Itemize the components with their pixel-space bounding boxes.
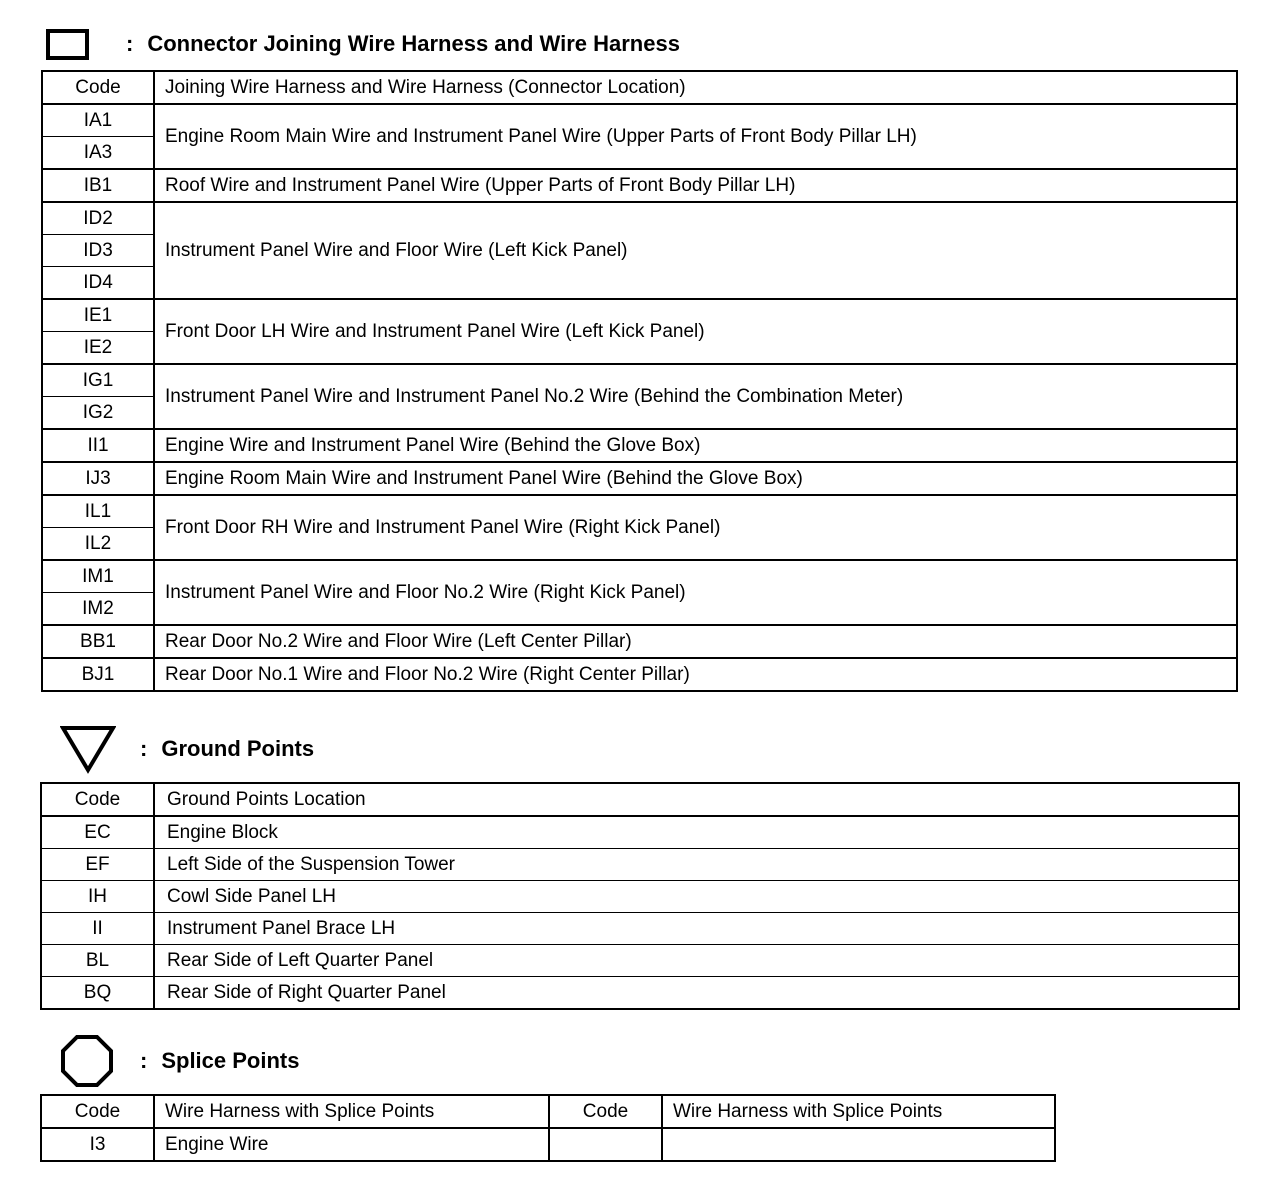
table-header-row: [42, 71, 1237, 104]
connector-description: Engine Wire and Instrument Panel Wire (Behind the Glove Box): [154, 429, 1237, 462]
ground-location: Rear Side of Left Quarter Panel: [154, 945, 1239, 977]
connector-code: II1: [42, 429, 154, 462]
header-code: Code: [41, 783, 154, 816]
splice-wire-harness: Engine Wire: [154, 1128, 549, 1161]
splice-section-header: [60, 1034, 299, 1088]
table-row: [42, 495, 1237, 528]
ground-section-title: Ground Points: [161, 736, 315, 761]
connector-description: Engine Room Main Wire and Instrument Panel Wire (Behind the Glove Box): [154, 462, 1237, 495]
octagon-icon: [60, 1034, 114, 1088]
ground-location: Left Side of the Suspension Tower: [154, 849, 1239, 881]
triangle-icon: [60, 724, 116, 774]
header-code-2: Code: [549, 1095, 662, 1128]
connector-description: Front Door LH Wire and Instrument Panel Wire (Left Kick Panel): [154, 299, 1237, 364]
splice-wire-harness: [662, 1128, 1055, 1161]
square-icon: [46, 28, 90, 60]
splice-code: [549, 1128, 662, 1161]
connector-code: IL1: [42, 495, 154, 528]
connector-description: Rear Door No.1 Wire and Floor No.2 Wire (Right Center Pillar): [154, 658, 1237, 691]
connector-description: Instrument Panel Wire and Instrument Panel No.2 Wire (Behind the Combination Meter): [154, 364, 1237, 429]
table-row: [41, 977, 1239, 1010]
table-row: [41, 816, 1239, 849]
connector-code: IL2: [42, 528, 154, 561]
table-row: [41, 1128, 1055, 1161]
table-row: [41, 849, 1239, 881]
connector-section-title: Connector Joining Wire Harness and Wire Harness: [147, 31, 680, 56]
header-code: Code: [42, 71, 154, 104]
ground-code: IH: [41, 881, 154, 913]
connector-table: [41, 70, 1238, 692]
connector-code: IE1: [42, 299, 154, 332]
table-row: [42, 658, 1237, 691]
ground-code: EF: [41, 849, 154, 881]
table-row: [42, 429, 1237, 462]
connector-description: Instrument Panel Wire and Floor Wire (Left Kick Panel): [154, 202, 1237, 299]
splice-colon: :: [140, 1048, 148, 1073]
ground-location: Rear Side of Right Quarter Panel: [154, 977, 1239, 1010]
table-header-row: [41, 1095, 1055, 1128]
splice-section-title: Splice Points: [161, 1048, 300, 1073]
table-row: [42, 104, 1237, 137]
ground-location: Cowl Side Panel LH: [154, 881, 1239, 913]
table-row: [42, 299, 1237, 332]
splice-code: I3: [41, 1128, 154, 1161]
connector-description: Rear Door No.2 Wire and Floor Wire (Left Center Pillar): [154, 625, 1237, 658]
ground-colon: :: [140, 736, 148, 761]
table-row: [42, 364, 1237, 397]
connector-code: IA1: [42, 104, 154, 137]
splice-table: [40, 1094, 1056, 1162]
table-row: [41, 945, 1239, 977]
ground-code: EC: [41, 816, 154, 849]
table-row: [41, 913, 1239, 945]
connector-description: Instrument Panel Wire and Floor No.2 Wire (Right Kick Panel): [154, 560, 1237, 625]
connector-code: ID4: [42, 267, 154, 300]
ground-location: Instrument Panel Brace LH: [154, 913, 1239, 945]
connector-code: IG2: [42, 397, 154, 430]
table-row: [42, 202, 1237, 235]
connector-code: ID3: [42, 235, 154, 267]
connector-code: IE2: [42, 332, 154, 365]
table-header-row: [41, 783, 1239, 816]
connector-code: IB1: [42, 169, 154, 202]
ground-code: BL: [41, 945, 154, 977]
connector-code: BB1: [42, 625, 154, 658]
header-desc-1: Wire Harness with Splice Points: [154, 1095, 549, 1128]
connector-code: IG1: [42, 364, 154, 397]
connector-description: Engine Room Main Wire and Instrument Panel Wire (Upper Parts of Front Body Pillar LH): [154, 104, 1237, 169]
connector-section-header: [46, 28, 680, 60]
connector-code: IM1: [42, 560, 154, 593]
table-row: [42, 625, 1237, 658]
table-row: [42, 169, 1237, 202]
header-desc: Ground Points Location: [154, 783, 1239, 816]
connector-code: IA3: [42, 137, 154, 170]
ground-code: II: [41, 913, 154, 945]
table-row: [41, 881, 1239, 913]
connector-code: IJ3: [42, 462, 154, 495]
ground-location: Engine Block: [154, 816, 1239, 849]
header-desc-2: Wire Harness with Splice Points: [662, 1095, 1055, 1128]
ground-table: [40, 782, 1240, 1010]
header-code-1: Code: [41, 1095, 154, 1128]
connector-code: ID2: [42, 202, 154, 235]
header-desc: Joining Wire Harness and Wire Harness (Connector Location): [154, 71, 1237, 104]
table-row: [42, 462, 1237, 495]
connector-description: Front Door RH Wire and Instrument Panel Wire (Right Kick Panel): [154, 495, 1237, 560]
connector-description: Roof Wire and Instrument Panel Wire (Upper Parts of Front Body Pillar LH): [154, 169, 1237, 202]
connector-code: BJ1: [42, 658, 154, 691]
table-row: [42, 560, 1237, 593]
ground-code: BQ: [41, 977, 154, 1010]
connector-colon: :: [126, 31, 134, 56]
connector-code: IM2: [42, 593, 154, 626]
ground-section-header: [60, 724, 314, 774]
